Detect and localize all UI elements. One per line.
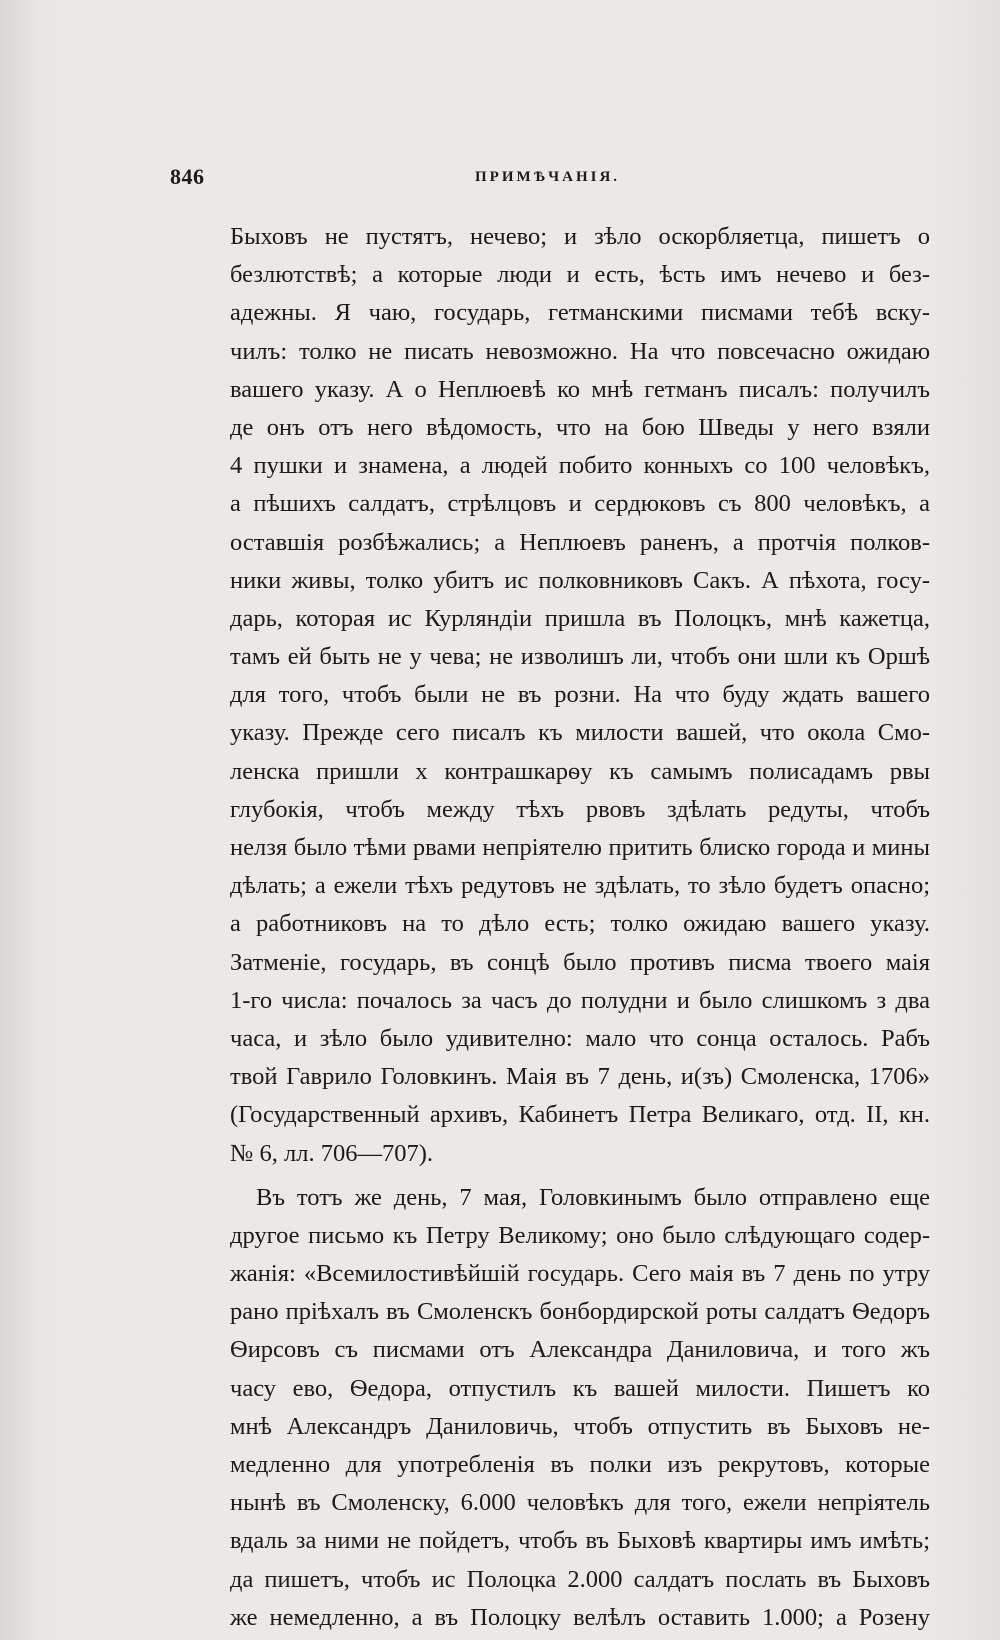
text-line: дарь, которая ис Курляндіи пришла въ Полоцкъ, мнѣ кажетца, bbox=[230, 604, 930, 632]
text-line: оставшія розбѣжались; а Неплюевъ раненъ, а протчія полков- bbox=[230, 528, 930, 556]
text-line: жанія: «Всемилостивѣйшій государь. Сего маія въ 7 день по утру bbox=[230, 1260, 930, 1288]
text-line: тамъ ей быть не у чева; не изволишъ ли, чтобъ они шли къ Оршѣ bbox=[230, 643, 930, 671]
text-line: безлютствѣ; а которые люди и есть, ѣсть имъ нечево и без- bbox=[230, 261, 930, 289]
paragraph-2 bbox=[230, 1179, 930, 1637]
text-line: (Государственный архивъ, Кабинетъ Петра Великаго, отд. II, кн. bbox=[230, 1101, 930, 1129]
text-line: Ѳирсовъ съ писмами отъ Александра Даниловича, и того жъ bbox=[230, 1336, 930, 1364]
text-line: часа, и зѣло было удивително: мало что сонца осталось. Рабъ bbox=[230, 1024, 930, 1052]
text-line: нелзя было тѣми рвами непріятелю притить блиско города и мины bbox=[230, 834, 930, 861]
text-line: адежны. Я чаю, государь, гетманскими писмами тебѣ вску- bbox=[230, 299, 930, 327]
text-line: чилъ: толко не писать невозможно. На что повсечасно ожидаю bbox=[230, 337, 930, 365]
text-line: указу. Прежде сего писалъ къ милости вашей, что окола Смо- bbox=[230, 719, 930, 747]
body-text bbox=[230, 218, 930, 1637]
text-line: да пишетъ, чтобъ ис Полоцка 2.000 салдатъ послать въ Быховъ bbox=[230, 1565, 930, 1593]
text-line: дѣлать; а ежели тѣхъ редутовъ не здѣлать, то зѣло будетъ опасно; bbox=[230, 872, 930, 900]
text-line: вашего указу. А о Неплюевѣ ко мнѣ гетманъ писалъ: получилъ bbox=[230, 375, 930, 403]
text-line: ленска пришли х контрашкарѳу къ самымъ полисадамъ рвы bbox=[230, 757, 930, 785]
text-line: медленно для употребленія въ полки изъ рекрутовъ, которые bbox=[230, 1451, 930, 1478]
text-line: № 6, лл. 706—707). bbox=[230, 1139, 433, 1167]
text-line: нынѣ въ Смоленску, 6.000 человѣкъ для того, ежели непріятель bbox=[230, 1489, 930, 1517]
running-title: ПРИМѢЧАНІЯ. bbox=[475, 169, 621, 185]
text-line: твой Гаврило Головкинъ. Маія въ 7 день, и(зъ) Смоленска, 1706» bbox=[230, 1063, 930, 1091]
text-line: Въ тотъ же день, 7 мая, Головкинымъ было отправлено еще bbox=[256, 1183, 930, 1211]
text-line: рано пріѣхалъ въ Смоленскъ бонбордирской роты салдатъ Ѳедоръ bbox=[230, 1298, 930, 1326]
text-line: часу ево, Ѳедора, отпустилъ къ вашей милости. Пишетъ ко bbox=[230, 1374, 930, 1402]
text-line: де онъ отъ него вѣдомость, что на бою Шведы у него взяли bbox=[230, 413, 930, 441]
text-line: 1-го числа: почалось за часъ до полудни и было слишкомъ з два bbox=[230, 986, 930, 1014]
page-number: 846 bbox=[170, 164, 205, 189]
text-line: а пѣшихъ салдатъ, стрѣлцовъ и сердюковъ съ 800 человѣкъ, а bbox=[230, 490, 930, 518]
text-line: а работниковъ на то дѣло есть; толко ожидаю вашего указу. bbox=[230, 910, 930, 938]
text-line: 4 пушки и знамена, а людей побито конныхъ со 100 человѣкъ, bbox=[230, 452, 930, 480]
text-line: же немедленно, а въ Полоцку велѣлъ оставить 1.000; а Розену bbox=[230, 1603, 930, 1631]
text-line: другое письмо къ Петру Великому; оно было слѣдующаго содер- bbox=[230, 1221, 930, 1249]
text-line: мнѣ Александръ Даниловичь, чтобъ отпустить въ Быховъ не- bbox=[230, 1412, 930, 1440]
text-line: для того, чтобъ были не въ розни. На что буду ждать вашего bbox=[230, 681, 930, 709]
text-line: Затменіе, государь, въ сонцѣ было противъ писма твоего маія bbox=[230, 948, 930, 976]
text-line: глубокія, чтобъ между тѣхъ рвовъ здѣлать редуты, чтобъ bbox=[230, 795, 930, 823]
text-line: вдаль за ними не пойдетъ, чтобъ въ Быховѣ квартиры имъ имѣть; bbox=[230, 1527, 930, 1555]
paragraph-1 bbox=[230, 218, 930, 1173]
text-line: Быховъ не пустятъ, нечево; и зѣло оскорбляетца, пишетъ о bbox=[230, 223, 930, 250]
page-header bbox=[170, 160, 930, 200]
text-line: ники живы, толко убитъ ис полковниковъ Сакъ. А пѣхота, госу- bbox=[230, 566, 930, 594]
